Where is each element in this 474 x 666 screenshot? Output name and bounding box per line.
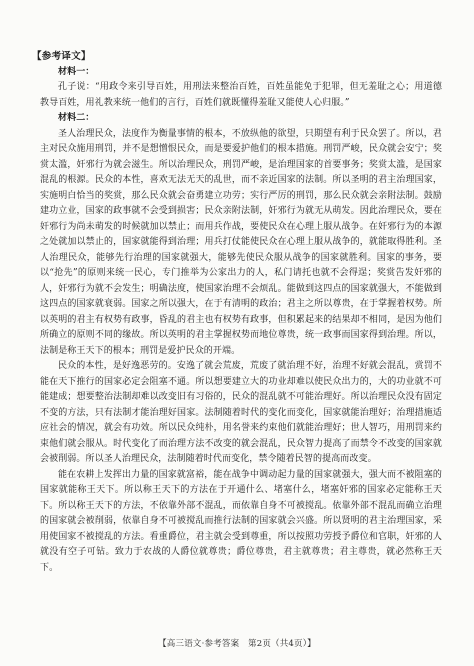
material-two-label: 材料二： (58, 113, 95, 123)
material-two-paragraph-3: 能在农耕上发挥出力量的国家就富裕，能在战争中调动起力量的国家就强大，强大而不被阻塞的国家就能称王天下。所以称王天下的方法在于开通什么、堵塞什么，堵塞奸邪的国家必定能称王天下。所以称王天下的方法，不依靠外部不混乱，而依靠自身不可被搅乱。依靠外部不混乱而确立治理的国家就会被削弱，依靠自身不可被搅乱而推行法制的国家就会兴盛。所以贤明的君主治理国家，采用使国家不被搅乱的方法。看重爵位，君主就会受到尊重，所以按照功劳授予爵位和官职，奸邪的人就没有空子可钻。致力于农战的人爵位就尊贵；爵位尊贵，君主就尊贵；君主尊贵，就必然称王天下。 (40, 469, 442, 573)
section-heading: 【参考译文】 (32, 51, 91, 62)
page-footer: 【高三语文·参考答案 第2页（共4页）】 (158, 639, 316, 649)
material-two-paragraph-2: 民众的本性，是好逸恶劳的。安逸了就会荒废，荒废了就治理不好，治理不好就会混乱，赏罚不能在天下推行的国家必定会阻塞不通。所以想要建立大的功业却难以使民众出力的，大的功业就不可能建成；想要整治法制却难以改变旧有习俗的，民众的混乱就不可能治理好。所以治理民众没有固定不变的方法，只有法制才能治理好国家。法制随着时代的变化而变化，国家就能治理好；治理措施适应社会的情况，就会有功效。所以民众纯朴，用名誉来约束他们就能治理好；世人智巧，用刑罚来约束他们就会服从。时代变化了而治理方法不改变的就会混乱，民众智力提高了而禁令不改变的国家就会被削弱。所以圣人治理民众，法制随着时代而变化，禁令随着民智的提高而改变。 (40, 361, 442, 464)
material-one-label: 材料一： (58, 66, 95, 77)
material-one-paragraph: 孔子说：“用政令来引导百姓，用刑法来整治百姓，百姓虽能免于犯罪，但无羞耻之心；用道德教导百姓，用礼教来统一他们的言行，百姓们就既懂得羞耻又能使人心归服。” (40, 82, 442, 108)
translation-body (32, 49, 442, 576)
material-two-paragraph-1: 圣人治理民众，法度作为衡量事情的根本，不放纵他的欲望，只期望有利于民众罢了。所以，君主对民众施用刑罚，并不是想憎恨民众，而是要爱护他们的根本措施。刑罚严峻，民众就会安宁；奖赏太滥，奸邪行为就会滋生。所以治理民众，刑罚严峻，是治理国家的首要事务；奖赏太滥，是国家混乱的根源。民众的本性，喜欢无法无天的乱世，而不亲近国家的法制。所以圣明的君主治理国家，实施明白恰当的奖赏，那么民众就会奋勇建立功劳；实行严厉的刑罚，那么民众就会亲附法制。鼓励建功立业，国家的政事就不会受到损害；民众亲附法制，奸邪行为就无从萌发。因此治理民众，要在奸邪行为尚未萌发的时候就加以禁止；而用兵作战，要使民众在心理上服从战争。在奸邪行为的本源之处就加以禁止的，国家就能得到治理；用兵打仗能使民众在心理上服从战争的，就能取得胜利。圣人治理民众，能够先行治理的国家就强大，能够先使民众服从战争的国家就胜利。国家的事务，要以“抢先”的原则来统一民心，专门推举为公家出力的人，私门请托也就不会得逞；奖赏告发奸邪的人，奸邪行为就不会发生；明确法度，使国家治理不会烦乱。能做到这四点的国家就强大，不能做到这四点的国家就衰弱。国家之所以强大，在于有清明的政治；君主之所以尊贵，在于掌握着权势。所以英明的君主有权势有政事，昏乱的君主也有权势有政事，但积累起来的结果却不相同，是因为他们所确立的原则不同的缘故。所以英明的君主掌握权势而地位尊贵，统一政事而国家得到治理。所以，法制是称王天下的根本；刑罚是爱护民众的开端。 (40, 128, 442, 356)
